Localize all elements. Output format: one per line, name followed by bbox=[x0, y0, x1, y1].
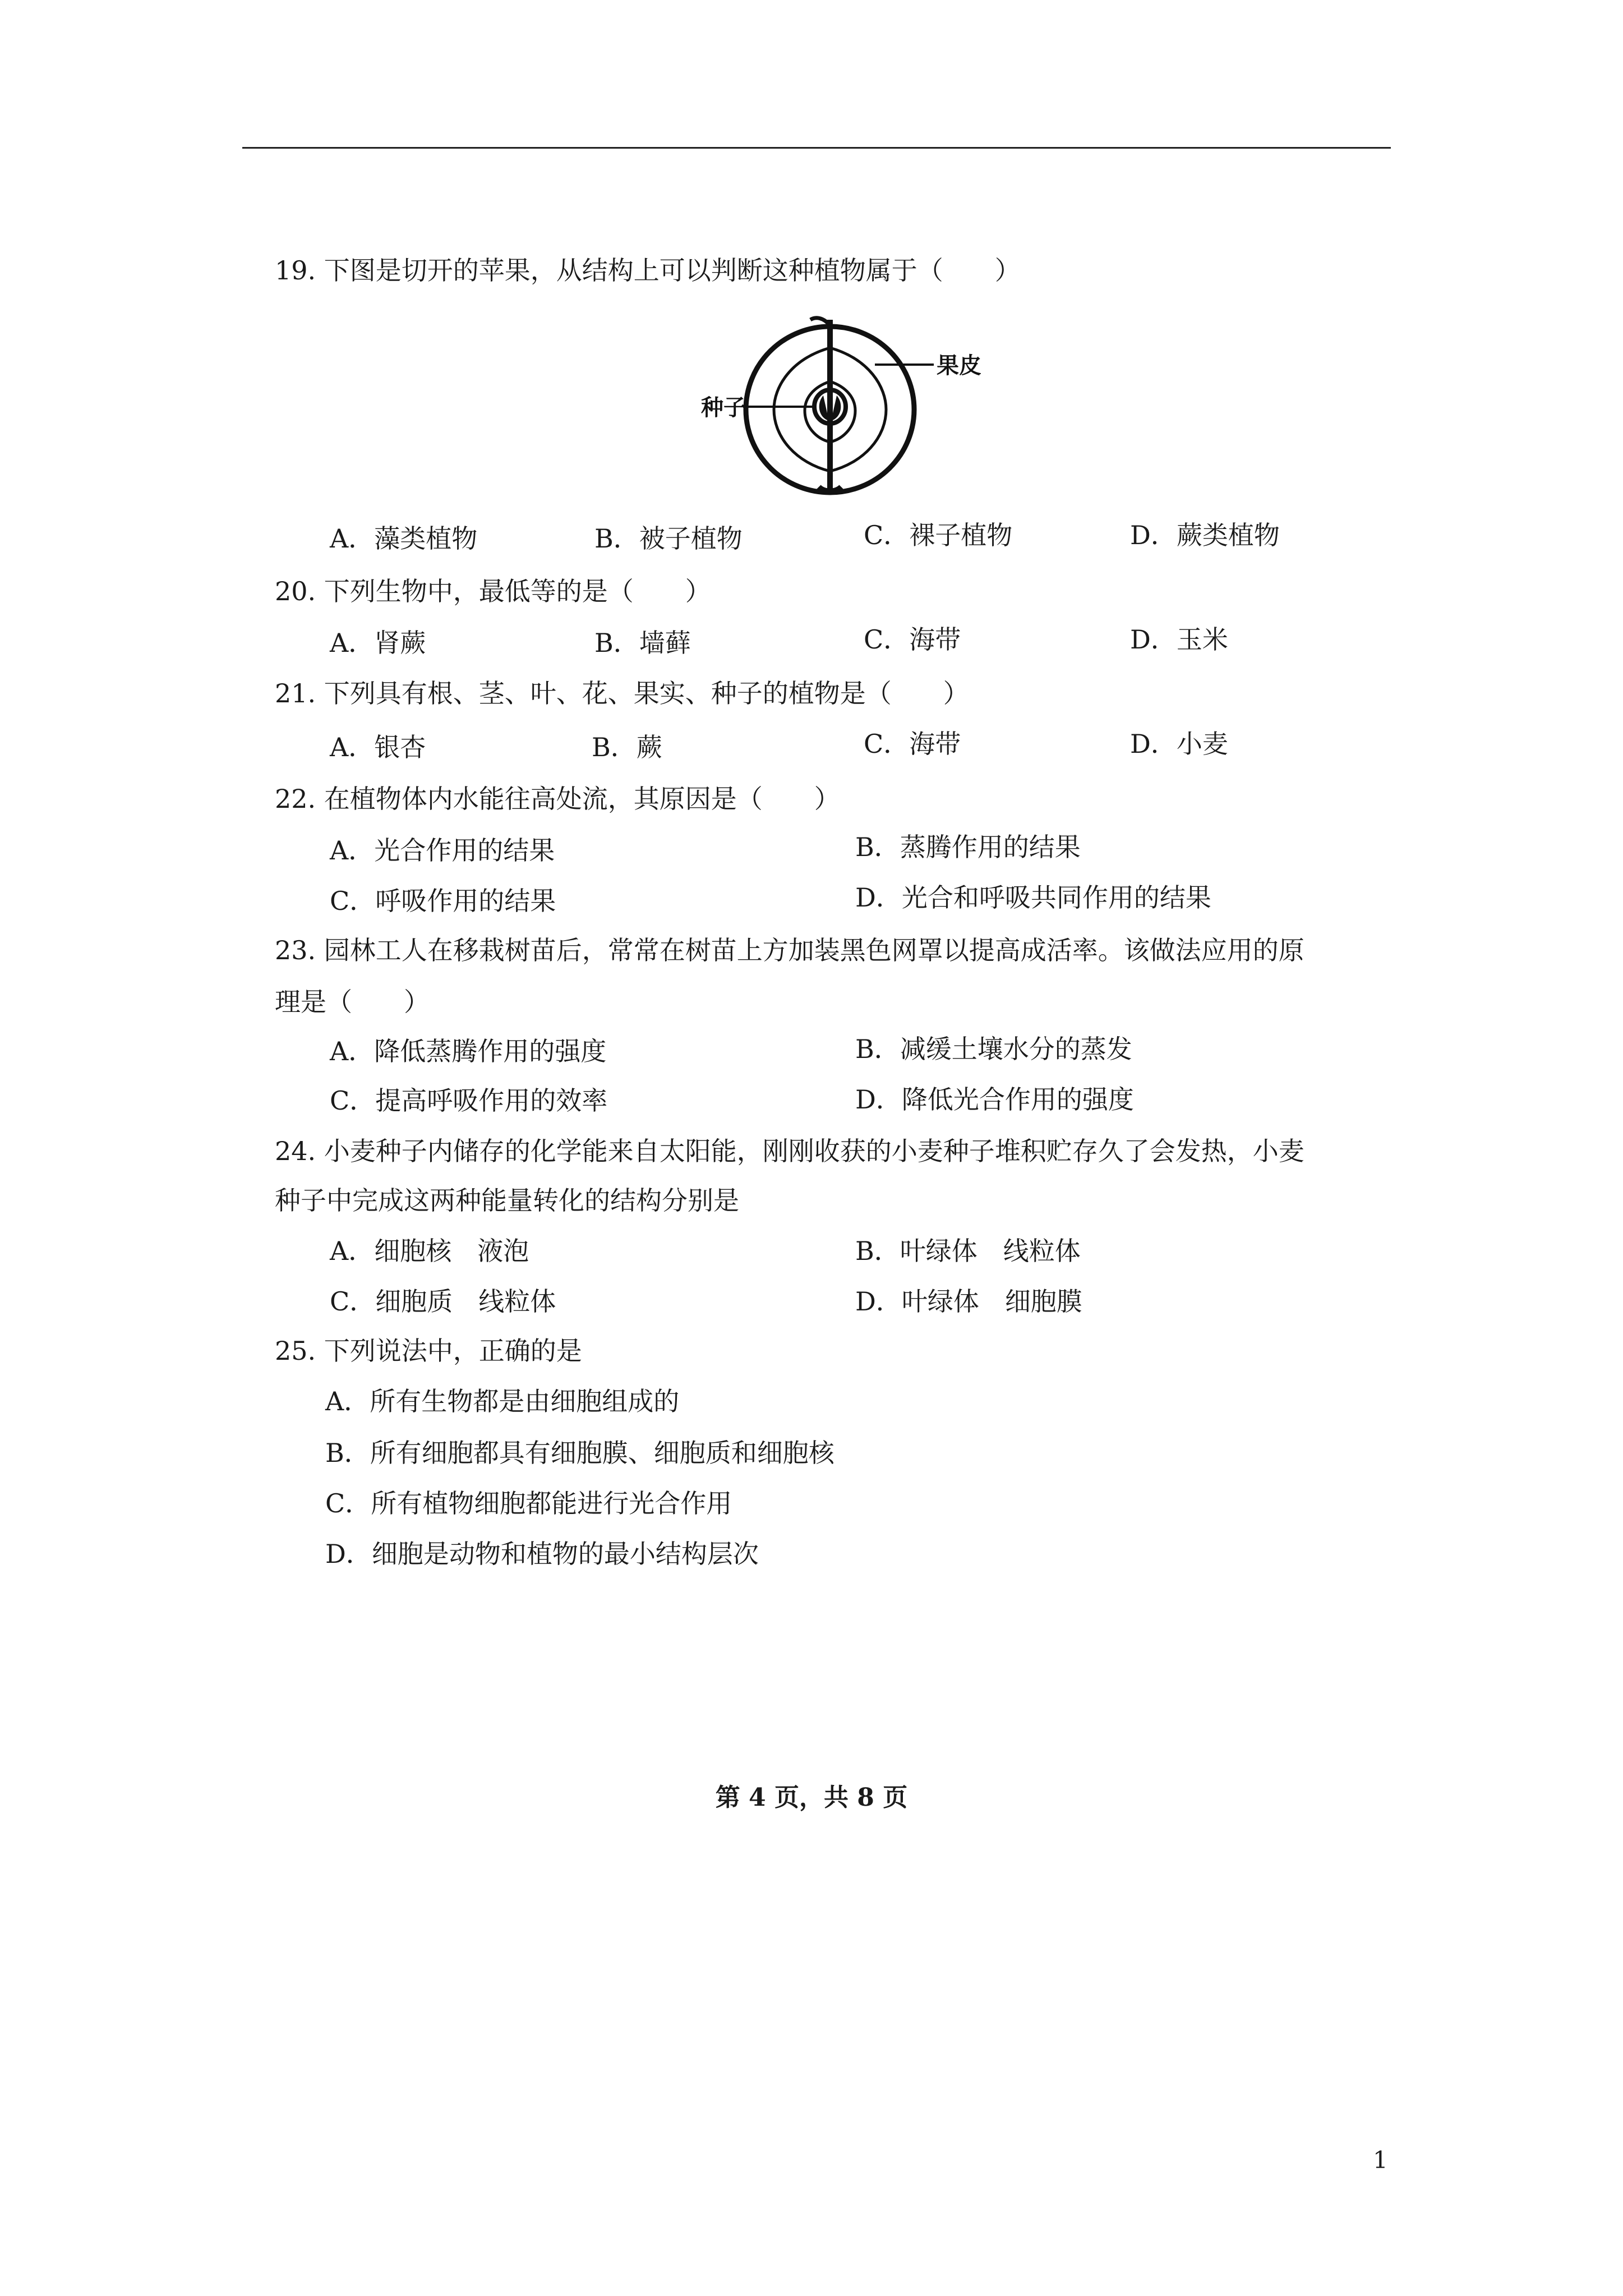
question-21-stem: 21. 下列具有根、茎、叶、花、果实、种子的植物是（ ） bbox=[275, 678, 969, 708]
question-20-stem: 20. 下列生物中，最低等的是（ ） bbox=[275, 576, 711, 606]
q22-option-c: C．呼吸作用的结果 bbox=[330, 886, 556, 916]
q21-option-a: A．银杏 bbox=[330, 732, 426, 762]
question-24-stem-line2: 种子中完成这两种能量转化的结构分别是 bbox=[275, 1185, 739, 1216]
q22-option-b: B．蒸腾作用的结果 bbox=[855, 832, 1081, 862]
q23-option-c: C．提高呼吸作用的效率 bbox=[330, 1085, 608, 1116]
q20-option-d: D．玉米 bbox=[1130, 624, 1228, 655]
question-19-stem: 19. 下图是切开的苹果，从结构上可以判断这种植物属于（ ） bbox=[275, 255, 1021, 286]
q24-option-b: B．叶绿体 线粒体 bbox=[855, 1236, 1081, 1266]
header-rule bbox=[242, 147, 1391, 149]
question-24-stem-line1: 24. 小麦种子内储存的化学能来自太阳能，刚刚收获的小麦种子堆积贮存久了会发热，小麦 bbox=[275, 1136, 1304, 1166]
q21-option-c: C．海带 bbox=[864, 729, 961, 759]
q20-option-a: A．肾蕨 bbox=[330, 628, 426, 658]
q23-option-d: D．降低光合作用的强度 bbox=[855, 1084, 1134, 1115]
q22-option-a: A．光合作用的结果 bbox=[330, 835, 555, 866]
question-25-stem: 25. 下列说法中，正确的是 bbox=[275, 1336, 582, 1366]
question-23-stem-line1: 23. 园林工人在移栽树苗后，常常在树苗上方加装黑色网罩以提高成活率。该做法应用的原 bbox=[275, 935, 1304, 965]
page-number: 1 bbox=[1373, 2146, 1388, 2174]
q19-option-d: D．蕨类植物 bbox=[1130, 520, 1280, 550]
figure-label-peel: 果皮 bbox=[937, 353, 981, 379]
page-info-footer: 第 4 页，共 8 页 bbox=[715, 1783, 908, 1812]
q25-option-b: B．所有细胞都具有细胞膜、细胞质和细胞核 bbox=[325, 1438, 834, 1468]
q25-option-c: C．所有植物细胞都能进行光合作用 bbox=[325, 1488, 732, 1519]
q25-option-d: D．细胞是动物和植物的最小结构层次 bbox=[325, 1539, 759, 1569]
q24-option-d: D．叶绿体 细胞膜 bbox=[855, 1286, 1082, 1317]
q20-option-b: B．墙藓 bbox=[594, 628, 691, 658]
q21-option-b: B．蕨 bbox=[592, 732, 662, 762]
q19-option-a: A．藻类植物 bbox=[330, 523, 478, 554]
q21-option-d: D．小麦 bbox=[1130, 729, 1228, 759]
question-22-stem: 22. 在植物体内水能往高处流，其原因是（ ） bbox=[275, 784, 840, 814]
q19-option-c: C．裸子植物 bbox=[864, 520, 1013, 550]
q25-option-a: A．所有生物都是由细胞组成的 bbox=[325, 1386, 680, 1416]
q19-option-b: B．被子植物 bbox=[594, 523, 743, 554]
figure-label-seed: 种子 bbox=[701, 395, 746, 421]
q23-option-b: B．减缓土壤水分的蒸发 bbox=[855, 1034, 1132, 1064]
q24-option-a: A．细胞核 液泡 bbox=[330, 1236, 529, 1266]
apple-cross-section-figure bbox=[690, 314, 1015, 499]
question-23-stem-line2: 理是（ ） bbox=[275, 987, 430, 1017]
q24-option-c: C．细胞质 线粒体 bbox=[330, 1286, 556, 1317]
q20-option-c: C．海带 bbox=[864, 624, 961, 655]
q22-option-d: D．光合和呼吸共同作用的结果 bbox=[855, 882, 1211, 913]
q23-option-a: A．降低蒸腾作用的强度 bbox=[330, 1036, 607, 1066]
